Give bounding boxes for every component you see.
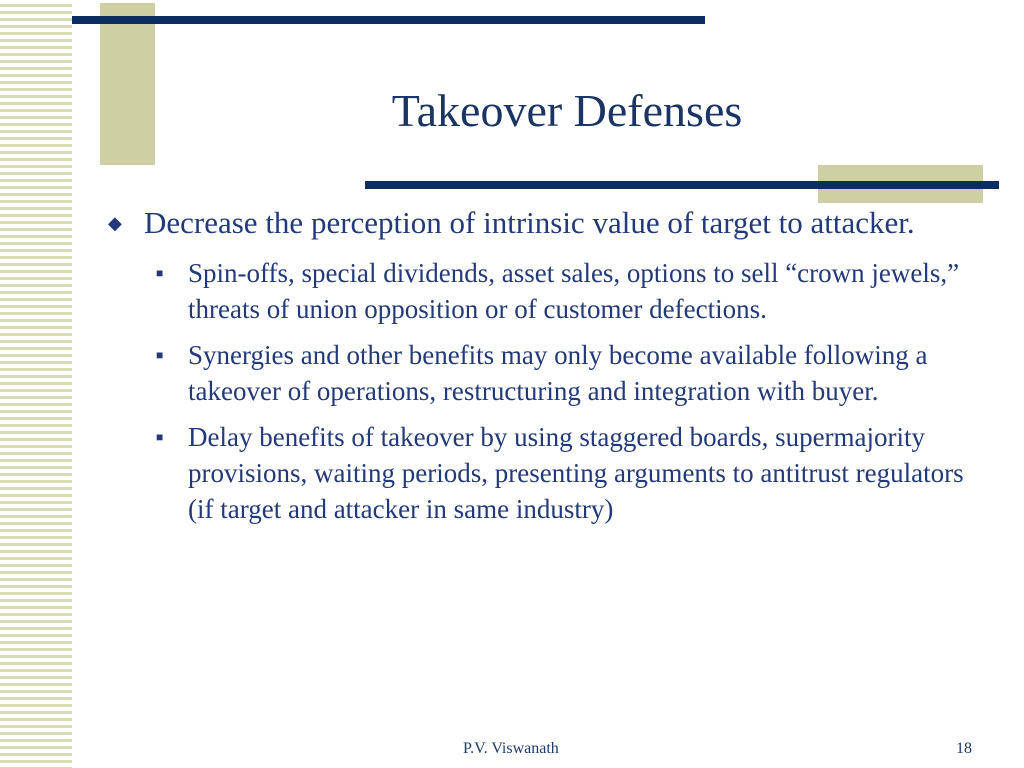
subbullet-list <box>156 255 978 527</box>
subbullet-text: Delay benefits of takeover by using staggered boards, supermajority provisions, waiting periods, presenting arguments to antitrust regulators (if target and attacker in same industry) <box>188 422 964 524</box>
diamond-icon: ◆ <box>108 213 122 233</box>
bullet-level1-text: Decrease the perception of intrinsic value of target to attacker. <box>144 205 915 240</box>
subbullet-text: Synergies and other benefits may only become available following a takeover of operations, restructuring and integration with buyer. <box>188 340 928 406</box>
slide-title: Takeover Defenses <box>391 85 743 136</box>
square-icon: ■ <box>156 430 164 444</box>
bullet-level1 <box>108 203 978 243</box>
subbullet-item <box>156 419 978 527</box>
square-icon: ■ <box>156 348 164 362</box>
decorative-line-bottom <box>365 181 999 189</box>
page-number: 18 <box>956 740 972 757</box>
subbullet-item <box>156 255 978 327</box>
decorative-line-top <box>72 16 705 24</box>
square-icon: ■ <box>156 266 164 280</box>
footer-author: P.V. Viswanath <box>463 740 559 757</box>
subbullet-item <box>156 337 978 409</box>
slide-content <box>108 203 978 537</box>
subbullet-text: Spin-offs, special dividends, asset sales, options to sell “crown jewels,” threats of union opposition or of customer defections. <box>188 258 960 324</box>
